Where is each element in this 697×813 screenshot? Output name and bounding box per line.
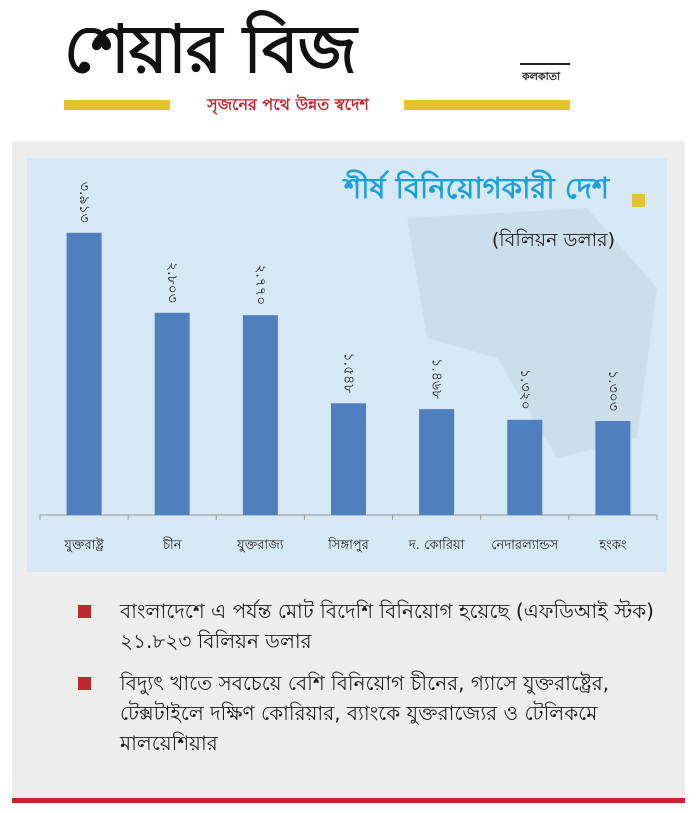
bar-value-label: ১.৩০৩: [604, 370, 621, 412]
title-square-icon: [632, 194, 645, 207]
category-label: নেদারল্যান্ডস: [491, 538, 559, 553]
bar-value-label: ১.৪৬৮: [428, 358, 445, 400]
category-label: সিঙ্গাপুর: [328, 538, 369, 553]
bar: [243, 315, 278, 515]
category-label: হংকং: [599, 538, 627, 553]
bullet-list: [78, 596, 678, 758]
bullet-square-icon: [78, 605, 91, 618]
bullet-item: [78, 668, 678, 758]
logo-rule: [520, 63, 570, 65]
bar: [595, 421, 630, 515]
chart-title: শীর্ষ বিনিয়োগকারী দেশ: [344, 171, 609, 205]
bullet-item: [78, 596, 678, 656]
bullet-square-icon: [78, 677, 91, 690]
category-label: যুক্তরাজ্য: [237, 538, 284, 553]
logo-edition: কলকাতা: [522, 70, 561, 83]
chart-unit-label: (বিলিয়ন ডলার): [491, 229, 615, 251]
masthead: [0, 0, 697, 128]
newspaper-logo: শেয়ার বিজ: [64, 10, 356, 88]
tagline-bar-right: [404, 100, 570, 110]
bar-value-label: ২.৮০৩: [164, 261, 181, 303]
tagline: সৃজনের পথে উন্নত স্বদেশ: [207, 95, 369, 114]
bar-chart: [27, 158, 667, 572]
chart-panel: [27, 158, 667, 572]
bottom-rule: [12, 798, 685, 803]
bar: [155, 313, 190, 515]
bullet-text: বাংলাদেশে এ পর্যন্ত মোট বিদেশি বিনিয়োগ হয়েছে (এফডিআই স্টক) ২১.৮২৩ বিলিয়ন ডলার: [120, 599, 654, 653]
bar-value-label: ২.৭৭০: [252, 264, 269, 306]
bullet-text: বিদ্যুৎ খাতে সবচেয়ে বেশি বিনিয়োগ চীনের, গ্যাসে যুক্তরাষ্ট্রের, টেক্সটাইলে দক্ষিণ কোরিয়ার, ব্যাংকে যুক্তরাজ্যের ও টেলিকমে মালয়েশিয়ার: [120, 671, 610, 755]
category-label: চীন: [162, 538, 182, 553]
bar: [507, 420, 542, 515]
category-label: দ. কোরিয়া: [408, 538, 465, 553]
bar: [331, 403, 366, 515]
category-label: যুক্তরাষ্ট্র: [64, 538, 104, 553]
bar-value-label: ৩.৯১৩: [76, 181, 93, 223]
bar-value-label: ১.৫৪৮: [340, 352, 357, 394]
bar-value-label: ১.৩২০: [516, 368, 533, 410]
tagline-bar-left: [64, 100, 170, 110]
bar: [67, 233, 102, 515]
bar: [419, 409, 454, 515]
